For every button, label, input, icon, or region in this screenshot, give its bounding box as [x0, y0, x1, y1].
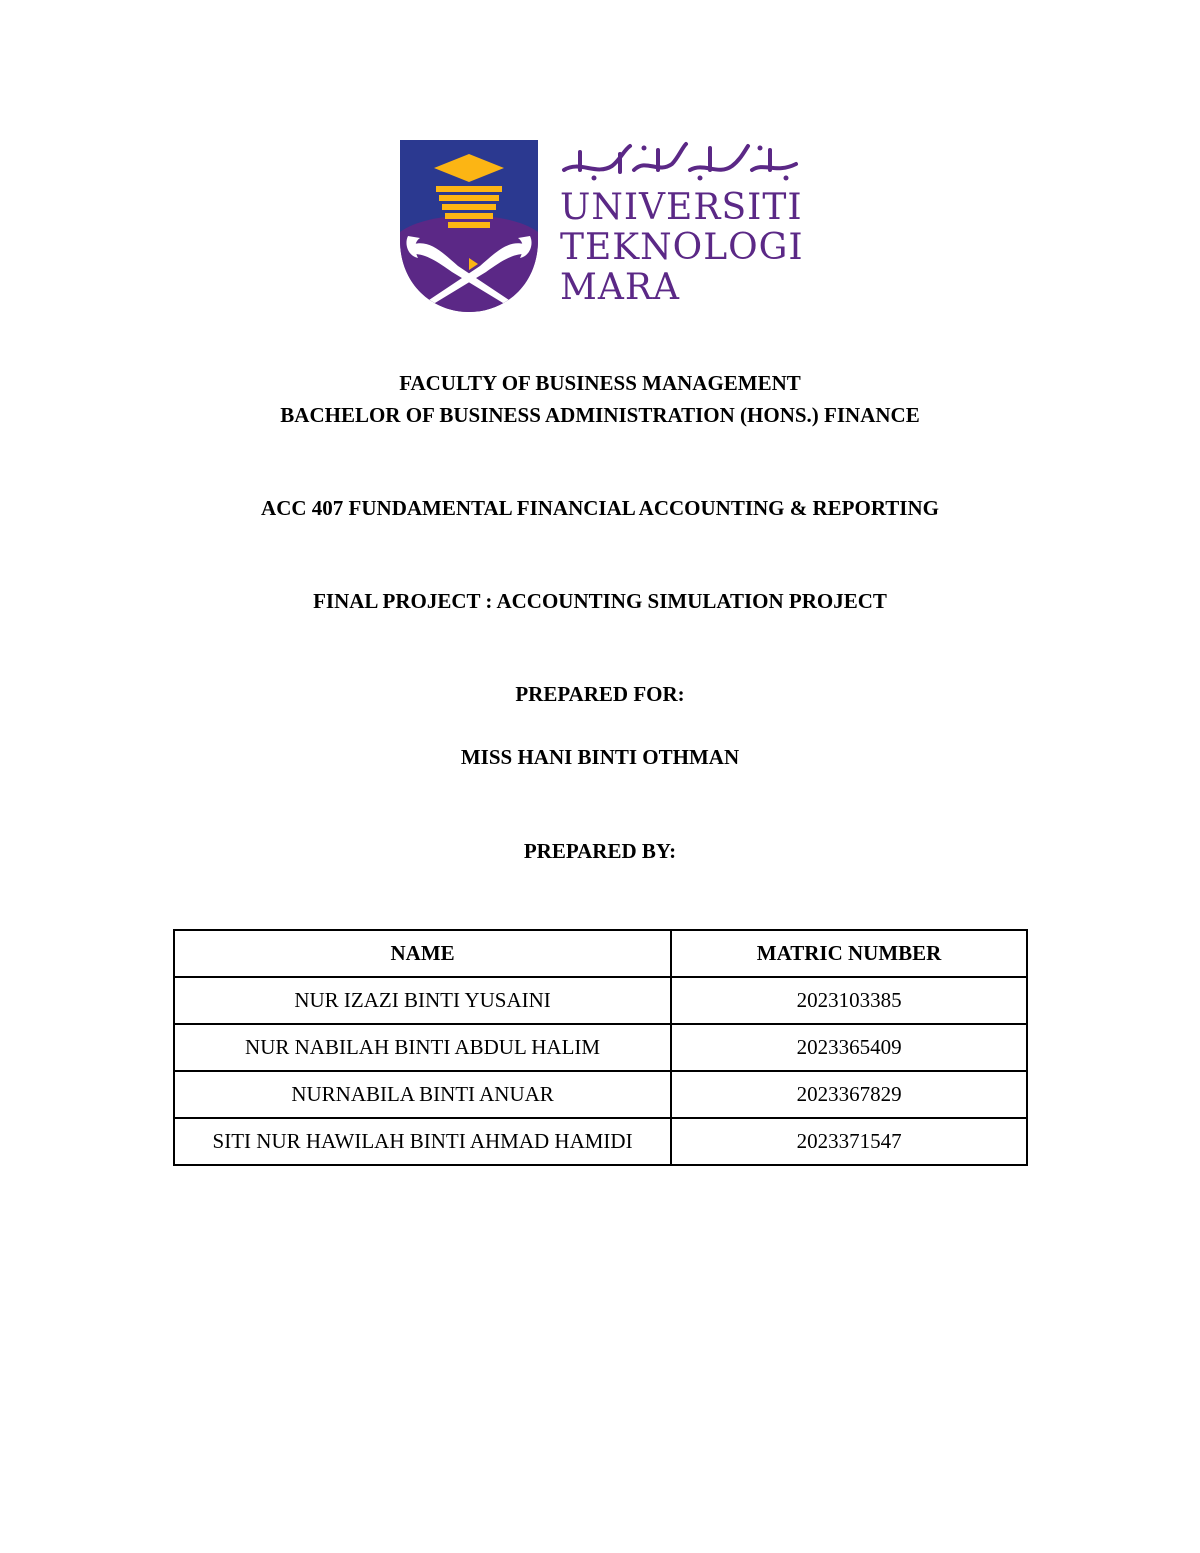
- matric-number: 2023367829: [671, 1071, 1027, 1118]
- table-row: [174, 1024, 1027, 1071]
- course-heading: ACC 407 FUNDAMENTAL FINANCIAL ACCOUNTING & REPORTING: [261, 496, 939, 520]
- matric-number: 2023103385: [671, 977, 1027, 1024]
- project-heading: FINAL PROJECT : ACCOUNTING SIMULATION PROJECT: [313, 589, 887, 613]
- member-name: NUR IZAZI BINTI YUSAINI: [174, 977, 671, 1024]
- matric-number: 2023365409: [671, 1024, 1027, 1071]
- column-header-matric: MATRIC NUMBER: [671, 930, 1027, 977]
- table-header-row: [174, 930, 1027, 977]
- lecturer-name: MISS HANI BINTI OTHMAN: [460, 745, 740, 769]
- members-table: [173, 929, 1028, 1166]
- jawi-script-logo-icon: [560, 140, 800, 182]
- member-name: NUR NABILAH BINTI ABDUL HALIM: [174, 1024, 671, 1071]
- table-row: [174, 1118, 1027, 1165]
- university-logo: [400, 140, 810, 312]
- table-row: [174, 1071, 1027, 1118]
- programme-heading: BACHELOR OF BUSINESS ADMINISTRATION (HONS.) FINANCE: [280, 403, 920, 427]
- logo-line-mara: MARA: [560, 267, 680, 308]
- prepared-for-label: PREPARED FOR:: [515, 682, 685, 706]
- matric-number: 2023371547: [671, 1118, 1027, 1165]
- member-name: NURNABILA BINTI ANUAR: [174, 1071, 671, 1118]
- logo-line-universiti: UNIVERSITI: [560, 187, 803, 228]
- member-name: SITI NUR HAWILAH BINTI AHMAD HAMIDI: [174, 1118, 671, 1165]
- table-row: [174, 977, 1027, 1024]
- uitm-crest-icon: [400, 140, 538, 312]
- logo-line-teknologi: TEKNOLOGI: [560, 227, 804, 268]
- prepared-by-label: PREPARED BY:: [523, 839, 677, 863]
- column-header-name: NAME: [174, 930, 671, 977]
- logo-wordmark: [560, 140, 810, 312]
- faculty-heading: FACULTY OF BUSINESS MANAGEMENT: [399, 371, 801, 395]
